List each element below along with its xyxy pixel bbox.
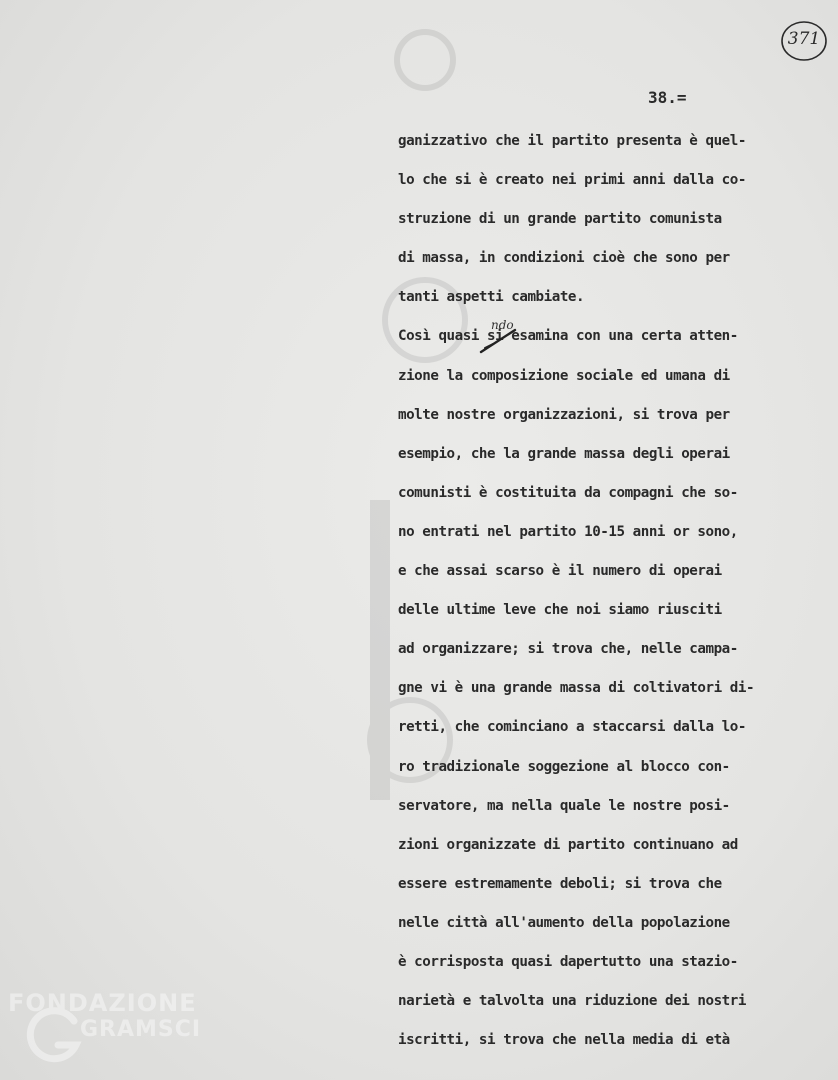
handwritten-correction: [475, 318, 525, 358]
text-line: zione la composizione sociale ed umana di: [398, 367, 730, 384]
text-line: delle ultime leve che noi siamo riusciti: [398, 602, 722, 619]
text-line: nelle città all'aumento della popolazione: [398, 914, 730, 931]
text-line: esempio, che la grande massa degli operai: [398, 445, 730, 462]
text-line: di massa, in condizioni cioè che sono per: [398, 250, 730, 267]
text-line: iscritti, si trova che nella media di età: [398, 1032, 730, 1049]
text-line: Così quasi si esamina con una certa atten-: [398, 328, 738, 345]
text-line: ad organizzare; si trova che, nelle campa-: [398, 641, 738, 658]
text-line: tanti aspetti cambiate.: [398, 289, 585, 306]
text-line: e che assai scarso è il numero di operai: [398, 563, 722, 580]
typed-text: [398, 128, 828, 1066]
text-line: servatore, ma nella quale le nostre posi-: [398, 797, 730, 814]
text-line: struzione di un grande partito comunista: [398, 211, 722, 228]
handwritten-insertion: ndo: [491, 318, 514, 332]
text-line: ganizzativo che il partito presenta è quel-: [398, 133, 746, 149]
text-line: comunisti è costituita da compagni che so-: [398, 484, 738, 501]
text-line: retti, che cominciano a staccarsi dalla lo-: [398, 719, 746, 736]
logo-line-2: GRAMSCI: [80, 1017, 202, 1042]
page-number: 38.=: [648, 88, 687, 107]
archive-number: 371: [787, 29, 821, 49]
fondazione-gramsci-logo: [8, 985, 218, 1075]
text-line: gne vi è una grande massa di coltivatori di-: [398, 680, 755, 697]
text-line: no entrati nel partito 10-15 anni or sono,: [398, 523, 738, 540]
text-line: ro tradizionale soggezione al blocco con-: [398, 758, 730, 775]
text-line: è corrisposta quasi dapertutto una stazio-: [398, 953, 738, 970]
text-line: lo che si è creato nei primi anni dalla co-: [398, 172, 746, 189]
logo-line-1: FONDAZIONE: [8, 989, 197, 1017]
archive-page-stamp: [780, 20, 828, 62]
text-line: zioni organizzate di partito continuano ad: [398, 836, 738, 853]
text-line: narietà e talvolta una riduzione dei nostri: [398, 993, 746, 1010]
strike-mark-icon: [475, 318, 525, 358]
text-line: essere estremamente deboli; si trova che: [398, 875, 722, 892]
text-line: molte nostre organizzazioni, si trova per: [398, 406, 730, 423]
